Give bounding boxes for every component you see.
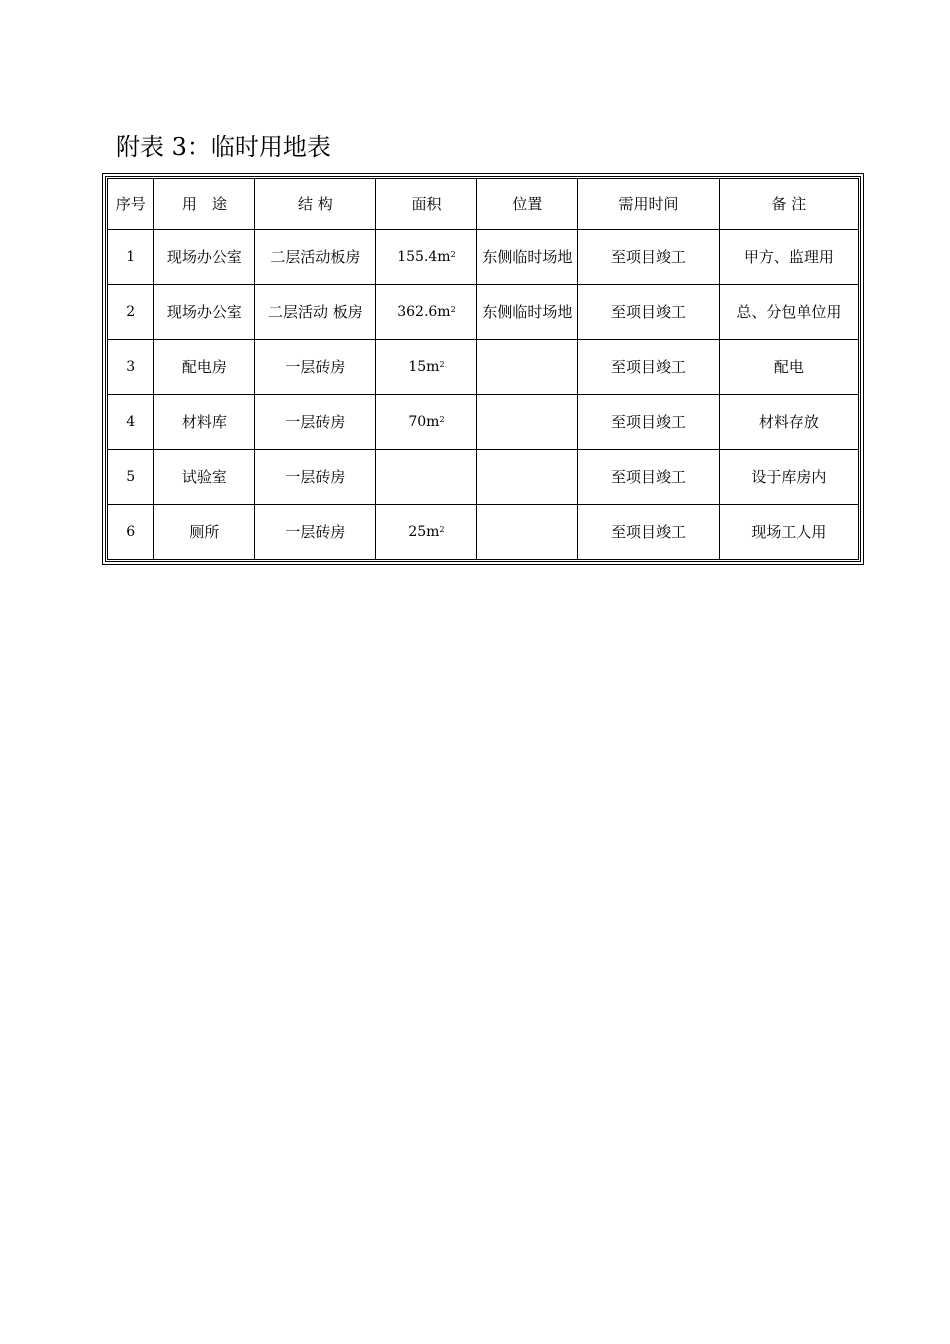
cell-location: 东侧临时场地 <box>477 230 578 285</box>
cell-area <box>376 285 477 340</box>
table-row <box>108 230 859 285</box>
cell-no: 6 <box>108 505 154 560</box>
cell-time: 至项目竣工 <box>578 340 719 395</box>
cell-time: 至项目竣工 <box>578 230 719 285</box>
header-cell-no: 序号 <box>108 179 154 230</box>
cell-area <box>376 230 477 285</box>
cell-use: 配电房 <box>154 340 255 395</box>
cell-structure: 一层砖房 <box>255 340 376 395</box>
cell-location: 东侧临时场地 <box>477 285 578 340</box>
header-cell-use: 用 途 <box>154 179 255 230</box>
cell-structure: 一层砖房 <box>255 450 376 505</box>
table-header-row <box>108 179 859 230</box>
table-row <box>108 285 859 340</box>
land-use-table-frame <box>102 173 864 565</box>
header-cell-location: 位置 <box>477 179 578 230</box>
area-value: 15m <box>408 359 440 375</box>
cell-area <box>376 340 477 395</box>
land-use-table <box>107 178 859 560</box>
area-unit-superscript: 2 <box>450 305 456 314</box>
cell-area <box>376 505 477 560</box>
cell-structure: 一层砖房 <box>255 395 376 450</box>
cell-use: 现场办公室 <box>154 285 255 340</box>
cell-no: 4 <box>108 395 154 450</box>
cell-remark: 甲方、监理用 <box>719 230 858 285</box>
cell-area <box>376 395 477 450</box>
header-cell-remark: 备 注 <box>719 179 858 230</box>
page-title: 附表 3：临时用地表 <box>116 133 331 161</box>
table-row <box>108 340 859 395</box>
header-cell-time: 需用时间 <box>578 179 719 230</box>
cell-no: 2 <box>108 285 154 340</box>
cell-no: 5 <box>108 450 154 505</box>
cell-location <box>477 505 578 560</box>
table-row <box>108 450 859 505</box>
cell-area <box>376 450 477 505</box>
cell-time: 至项目竣工 <box>578 450 719 505</box>
area-unit-superscript: 2 <box>450 250 456 259</box>
table-row <box>108 395 859 450</box>
table-row <box>108 505 859 560</box>
cell-time: 至项目竣工 <box>578 285 719 340</box>
cell-time: 至项目竣工 <box>578 505 719 560</box>
cell-location <box>477 340 578 395</box>
cell-remark: 设于库房内 <box>719 450 858 505</box>
cell-no: 1 <box>108 230 154 285</box>
area-value: 362.6m <box>397 304 451 320</box>
area-unit-superscript: 2 <box>439 415 445 424</box>
cell-structure: 二层活动板房 <box>255 230 376 285</box>
cell-location <box>477 450 578 505</box>
cell-structure: 一层砖房 <box>255 505 376 560</box>
cell-use: 材料库 <box>154 395 255 450</box>
cell-remark: 材料存放 <box>719 395 858 450</box>
cell-remark: 现场工人用 <box>719 505 858 560</box>
area-value: 155.4m <box>397 249 451 265</box>
cell-time: 至项目竣工 <box>578 395 719 450</box>
cell-remark: 总、分包单位用 <box>719 285 858 340</box>
cell-use: 试验室 <box>154 450 255 505</box>
area-value: 70m <box>408 414 440 430</box>
cell-use: 厕所 <box>154 505 255 560</box>
area-unit-superscript: 2 <box>439 525 445 534</box>
area-unit-superscript: 2 <box>439 360 445 369</box>
header-cell-structure: 结 构 <box>255 179 376 230</box>
cell-location <box>477 395 578 450</box>
cell-remark: 配电 <box>719 340 858 395</box>
cell-no: 3 <box>108 340 154 395</box>
cell-structure: 二层活动 板房 <box>255 285 376 340</box>
header-cell-area: 面积 <box>376 179 477 230</box>
area-value: 25m <box>408 524 440 540</box>
cell-use: 现场办公室 <box>154 230 255 285</box>
